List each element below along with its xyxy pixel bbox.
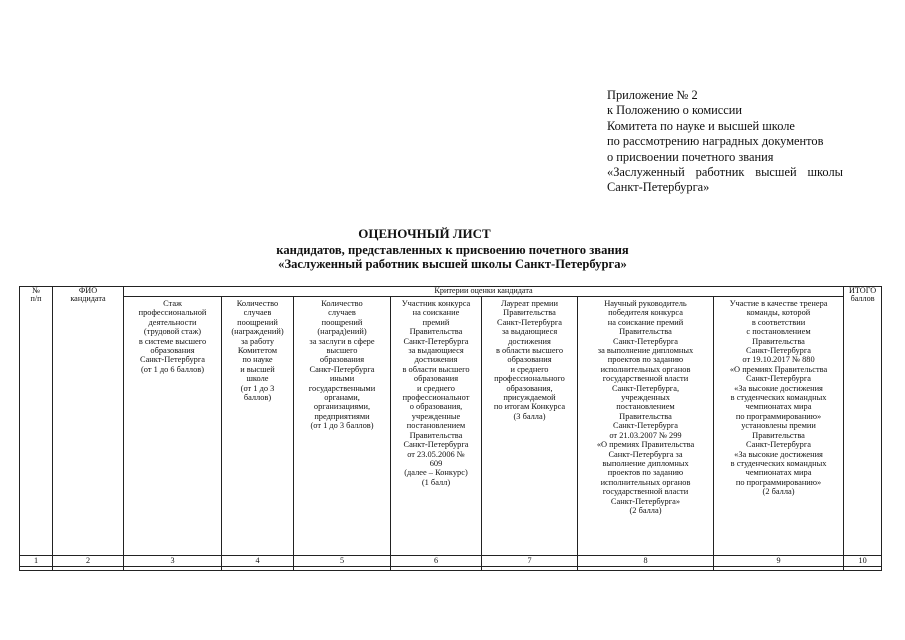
annex-word: школы: [807, 165, 843, 180]
column-number: 8: [578, 556, 714, 567]
criterion-cell: Количество случаев поощрений (награждений) за работу Комитетом по науке и высшей школе (от 1 до 3 баллов): [222, 297, 294, 556]
document-heading: [0, 227, 905, 272]
empty-cell: [222, 567, 294, 571]
annex-line: о присвоении почетного звания: [607, 149, 774, 164]
criterion-cell: Стаж профессиональной деятельности (трудовой стаж) в системе высшего образования Санкт-Петербурга (от 1 до 6 баллов): [124, 297, 222, 556]
annex-word: высшей: [755, 165, 797, 180]
column-number: 7: [482, 556, 578, 567]
evaluation-table: [19, 286, 882, 571]
empty-cell: [714, 567, 844, 571]
empty-cell: [294, 567, 391, 571]
annex-line: Комитета по науке и высшей школе: [607, 118, 795, 133]
empty-cell: [124, 567, 222, 571]
document-subtitle-award: «Заслуженный работник высшей школы Санкт-Петербурга»: [278, 257, 627, 271]
col-fio-header: ФИО кандидата: [53, 287, 124, 556]
column-number: 4: [222, 556, 294, 567]
empty-cell: [391, 567, 482, 571]
annex-line: Приложение № 2: [607, 88, 698, 102]
annex-line: к Положению о комиссии: [607, 103, 743, 118]
column-number: 3: [124, 556, 222, 567]
annex-block: [607, 88, 867, 196]
criterion-cell: Количество случаев поощрений (наград)ений) за заслуги в сфере высшего образования Санкт-Петербурга иными государственными органами, организациями, предприятиями (от 1 до 3 баллов): [294, 297, 391, 556]
criterion-cell: Лауреат премии Правительства Санкт-Петербурга за выдающиеся достижения в области высшего образования и среднего профессионального образования, присуждаемой по итогам Конкурса (3 балла): [482, 297, 578, 556]
empty-cell: [578, 567, 714, 571]
empty-cell: [844, 567, 882, 571]
criterion-cell: Участник конкурса на соискание премий Правительства Санкт-Петербурга за выдающиеся достижения в области высшего образования и среднего профессиональнот о образования, учрежденные постановлением Правительства Санкт-Петербурга от 23.05.2006 № 609 (далее – Конкурс) (1 балл): [391, 297, 482, 556]
column-number: 5: [294, 556, 391, 567]
empty-cell: [53, 567, 124, 571]
col-number-header: № п/п: [20, 287, 53, 556]
empty-cell: [482, 567, 578, 571]
annex-line: Санкт-Петербурга»: [607, 180, 710, 195]
annex-word: «Заслуженный: [607, 165, 685, 180]
column-number: 6: [391, 556, 482, 567]
document-title: ОЦЕНОЧНЫЙ ЛИСТ: [358, 226, 491, 241]
criteria-header: Критерии оценки кандидата: [124, 287, 844, 297]
empty-cell: [20, 567, 53, 571]
column-number: 1: [20, 556, 53, 567]
col-total-header: ИТОГО баллов: [844, 287, 882, 556]
column-number: 9: [714, 556, 844, 567]
annex-title-line: [607, 165, 843, 180]
annex-word: работник: [695, 165, 745, 180]
annex-line: по рассмотрению наградных документов: [607, 134, 824, 149]
document-subtitle: кандидатов, представленных к присвоению почетного звания: [276, 242, 629, 257]
column-number: 10: [844, 556, 882, 567]
column-number: 2: [53, 556, 124, 567]
criterion-cell: Участие в качестве тренера команды, которой в соответствии с постановлением Правительства Санкт-Петербурга от 19.10.2017 № 880 «О премиях Правительства Санкт-Петербурга «За высокие достижения в студенческих командных чемпионатах мира по программированию» установлены премии Правительства Санкт-Петербурга «За высокие достижения в студенческих командных чемпионатах мира по программированию» (2 балла): [714, 297, 844, 556]
criterion-cell: Научный руководитель победителя конкурса на соискание премий Правительства Санкт-Петербурга за выполнение дипломных проектов по заданию исполнительных органов государственной власти Санкт-Петербурга, учрежденных постановлением Правительства Санкт-Петербурга от 21.03.2007 № 299 «О премиях Правительства Санкт-Петербурга за выполнение дипломных проектов по заданию исполнительных органов государственной власти Санкт-Петербурга» (2 балла): [578, 297, 714, 556]
